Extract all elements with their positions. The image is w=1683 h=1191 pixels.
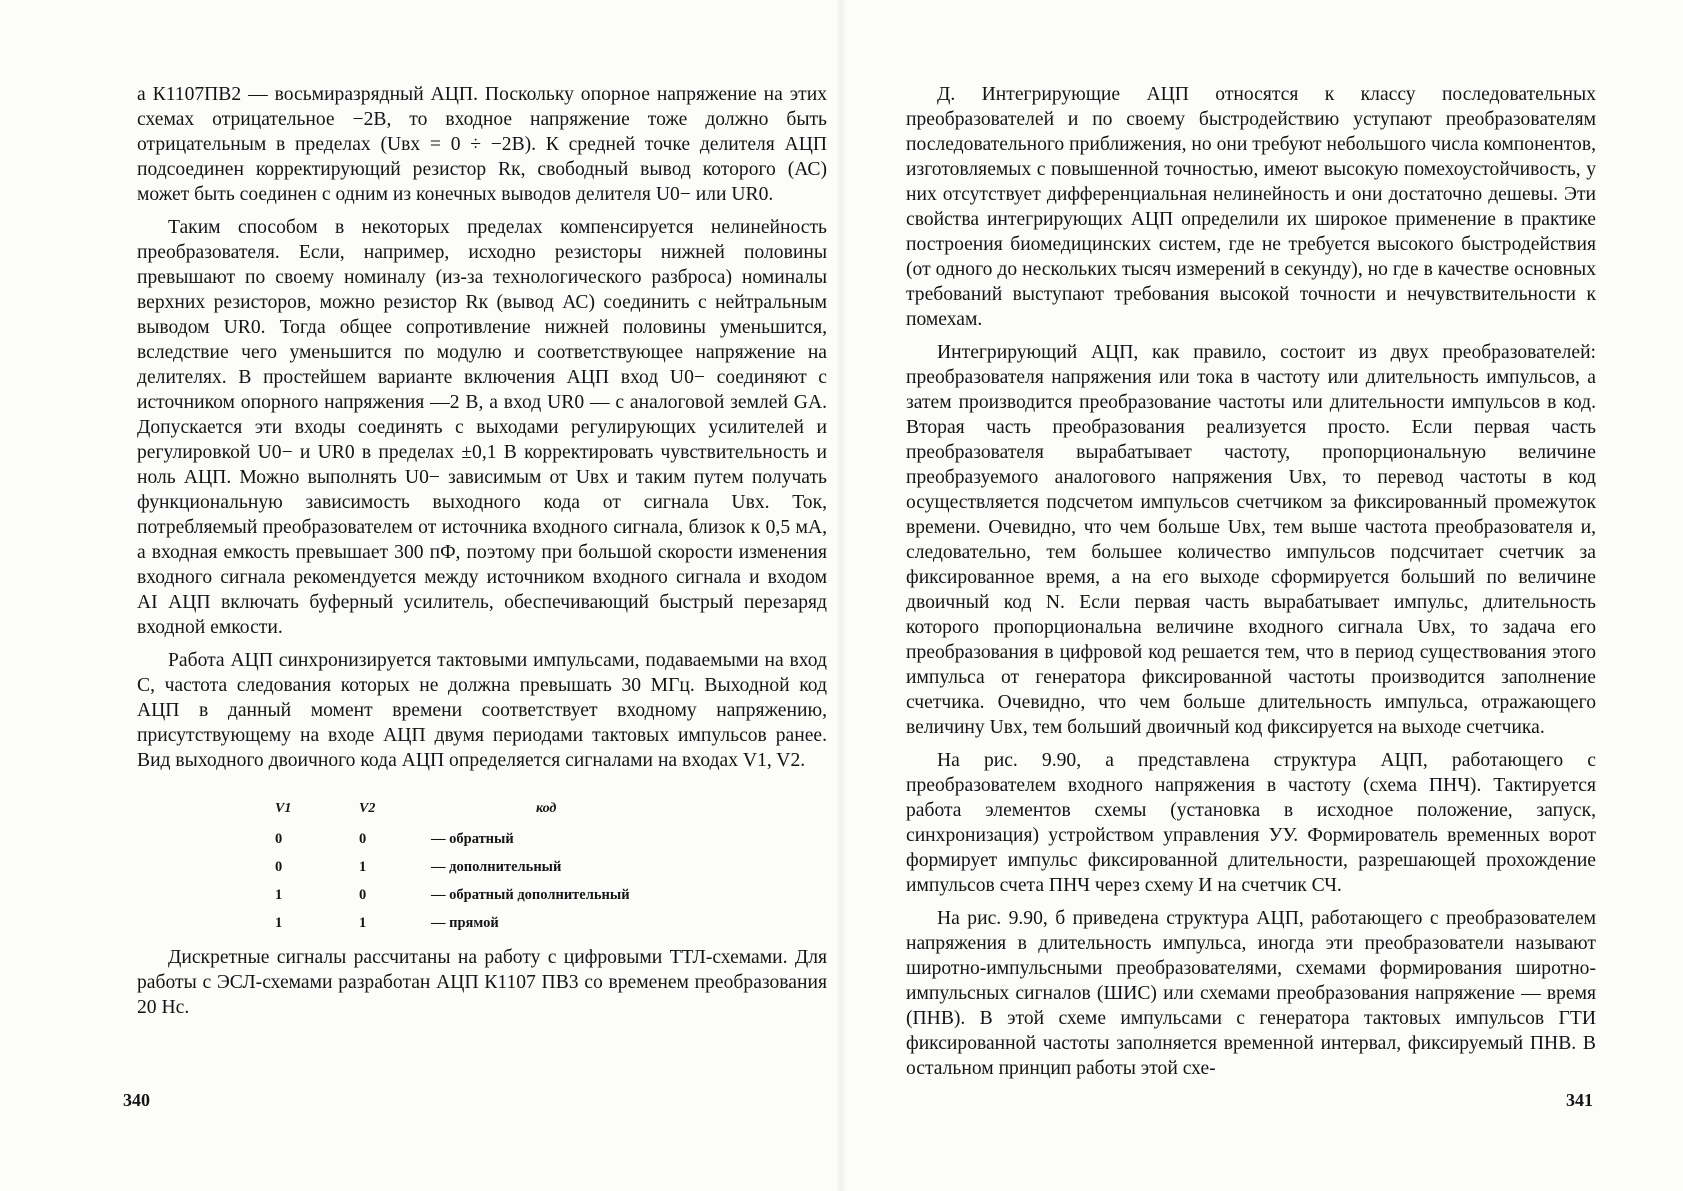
cell-code: — прямой bbox=[431, 914, 499, 931]
cell-v2: 0 bbox=[359, 830, 367, 847]
cell-v2: 1 bbox=[359, 914, 367, 931]
header-code: код bbox=[536, 801, 557, 816]
right-page bbox=[841, 0, 1683, 1191]
code-table bbox=[275, 801, 630, 937]
left-paragraph-1: а К1107ПВ2 — восьмиразрядный АЦП. Поскольку опорное напряжение на этих схемах отрицательное −2В, то входное напряжение тоже должно быть отрицательным в пределах (Uвх = 0 ÷ −2В). К средней точке делителя АЦП подсоединен корректирующий резистор Rк, свободный вывод которого (АС) может быть соединен с одним из конечных выводов делителя U0− или UR0. bbox=[137, 84, 827, 205]
cell-code: — обратный дополнительный bbox=[431, 886, 630, 903]
left-closing-paragraph: Дискретные сигналы рассчитаны на работу с цифровыми ТТЛ-схемами. Для работы с ЭСЛ-схемами разработан АЦП К1107 ПВ3 со временем преобразования 20 Нс. bbox=[137, 947, 827, 1018]
table-row bbox=[275, 909, 630, 937]
left-page bbox=[0, 0, 841, 1191]
cell-code: — дополнительный bbox=[431, 858, 562, 875]
header-v2: V2 bbox=[359, 801, 376, 816]
left-paragraph-2: Таким способом в некоторых пределах компенсируется нелинейность преобразователя. Если, например, исходно резисторы нижней половины превышают по своему номиналу (из-за технологического разброса) номиналы верхних резисторов, можно резистор Rк (вывод АС) соединить с нейтральным выводом UR0. Тогда общее сопротивление нижней половины уменьшится, вследствие чего уменьшится по модулю и соответствующее напряжение на делителях. В простейшем варианте включения АЦП вход U0− соединяют с источником опорного напряжения —2 В, а вход UR0 — с аналоговой землей GA. Допускается эти входы соединять с выходами регулирующих усилителей и регулировкой U0− и UR0 в пределах ±0,1 В корректировать чувствительность и ноль АЦП. Можно выполнять U0− зависимым от Uвх и таким путем получать функциональную зависимость выходного кода от сигнала Uвх. Ток, потребляемый преобразователем от источника входного сигнала, близок к 0,5 мА, а входная емкость превышает 300 пФ, поэтому при большой скорости изменения входного сигнала рекомендуется между источником входного сигнала и входом AI АЦП включать буферный усилитель, обеспечивающий быстрый перезаряд входной емкости. bbox=[137, 217, 827, 638]
cell-v1: 0 bbox=[275, 830, 283, 847]
cell-v2: 0 bbox=[359, 886, 367, 903]
page-number-right: 341 bbox=[1566, 1090, 1593, 1110]
left-text-column bbox=[137, 82, 827, 1020]
table-row bbox=[275, 853, 630, 881]
table-row bbox=[275, 825, 630, 853]
code-table-header bbox=[275, 801, 630, 825]
right-text-column bbox=[906, 82, 1596, 1081]
left-paragraph-3: Работа АЦП синхронизируется тактовыми импульсами, подаваемыми на вход С, частота следования которых не должна превышать 30 МГц. Выходной код АЦП в данный момент времени соответствует входному напряжению, присутствующему на входе АЦП двумя периодами тактовых импульсов ранее. Вид выходного двоичного кода АЦП определяется сигналами на входах V1, V2. bbox=[137, 650, 827, 771]
table-row bbox=[275, 881, 630, 909]
cell-code: — обратный bbox=[431, 830, 514, 847]
right-paragraph-1: Д. Интегрирующие АЦП относятся к классу последовательных преобразователей и по своему быстродействию уступают преобразователям последовательного приближения, но они требуют небольшого числа компонентов, изготовляемых с повышенной точностью, имеют высокую помехоустойчивость, у них отсутствует дифференциальная нелинейность и они достаточно дешевы. Эти свойства интегрирующих АЦП определили их широкое применение в практике построения биомедицинских систем, где не требуется высокого быстродействия (от одного до нескольких тысяч измерений в секунду), но где в качестве основных требований выступают требования высокой точности и нечувствительности к помехам. bbox=[906, 84, 1596, 330]
page-number-left: 340 bbox=[123, 1090, 150, 1110]
cell-v1: 0 bbox=[275, 858, 283, 875]
right-paragraph-2: Интегрирующий АЦП, как правило, состоит из двух преобразователей: преобразователя напряжения или тока в частоту или длительность импульсов, а затем производится преобразование частоты или длительности импульсов в код. Вторая часть преобразования реализуется просто. Если первая часть преобразователя вырабатывает частоту, пропорциональную величине преобразуемого аналогового напряжения Uвх, то перевод частоты в код осуществляется подсчетом импульсов счетчиком за фиксированный промежуток времени. Очевидно, что чем больше Uвх, тем выше частота преобразователя и, следовательно, тем большее количество импульсов подсчитает счетчик за фиксированное время, а на его выходе сформируется больший по величине двоичный код N. Если первая часть вырабатывает импульс, длительность которого пропорциональна величине входного сигнала Uвх, то задача его преобразования в цифровой код решается тем, что в период существования этого импульса от генератора фиксированной частоты производится заполнение счетчика. Очевидно, что чем больше длительность импульса, отражающего величину Uвх, тем больший двоичный код фиксируется на выходе счетчика. bbox=[906, 342, 1597, 738]
right-paragraph-4: На рис. 9.90, б приведена структура АЦП, работающего с преобразователем напряжения в длительность импульса, иногда эти преобразователи называют широтно-импульсными преобразователями, схемами формирования широтно-импульсных сигналов (ШИС) или схемами преобразования напряжение — время (ПНВ). В этой схеме импульсами с генератора тактовых импульсов ГТИ фиксированной частоты заполняется временной интервал, фиксируемый ПНВ. В остальном принцип работы этой схе- bbox=[906, 908, 1596, 1079]
cell-v1: 1 bbox=[275, 914, 283, 931]
cell-v1: 1 bbox=[275, 886, 283, 903]
header-v1: V1 bbox=[275, 801, 292, 816]
cell-v2: 1 bbox=[359, 858, 367, 875]
right-paragraph-3: На рис. 9.90, а представлена структура АЦП, работающего с преобразователем входного напряжения в частоту (схема ПНЧ). Тактируется работа элементов схемы (установка в исходное положение, запуск, синхронизация) устройством управления УУ. Формирователь временных ворот формирует импульс фиксированной длительности, разрешающей прохождение импульсов счета ПНЧ через схему И на счетчик СЧ. bbox=[906, 750, 1596, 896]
